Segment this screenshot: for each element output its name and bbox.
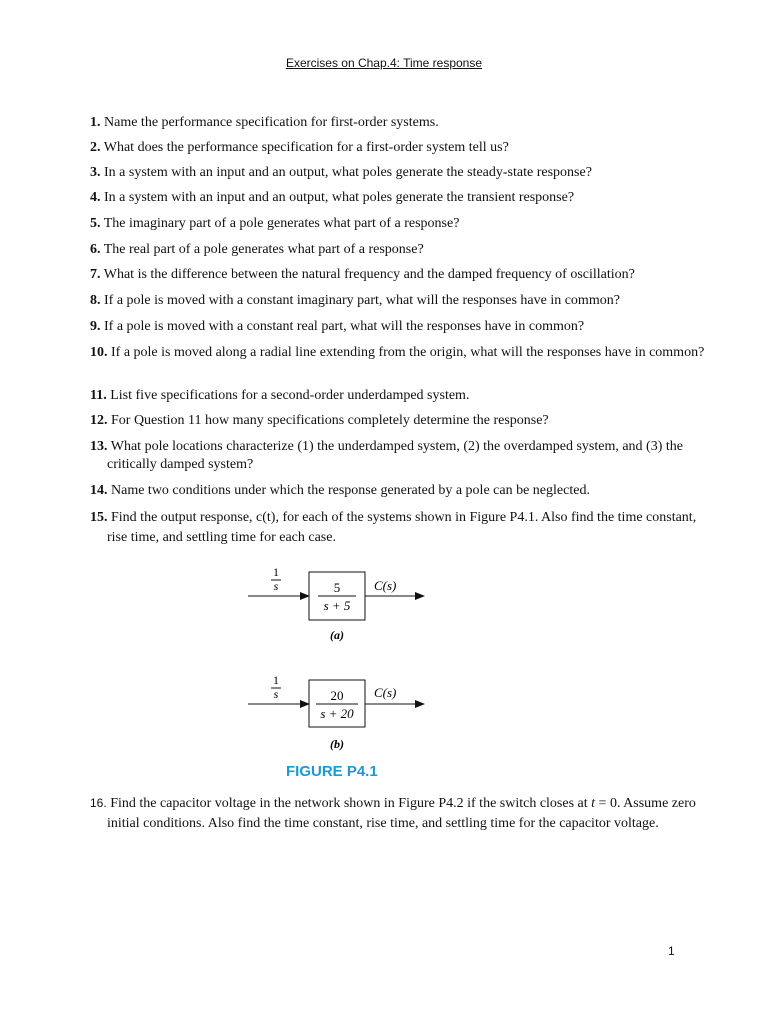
question-text: Name two conditions under which the response generated by a pole can be neglected. (111, 483, 590, 498)
question-number: 9. (90, 319, 101, 334)
question-number: 2. (90, 140, 101, 155)
question-text: If a pole is moved with a constant imaginary part, what will the responses have in common? (104, 293, 620, 308)
block-diagram-b (248, 673, 424, 751)
output-label-a: C(s) (374, 578, 397, 593)
question-text: The real part of a pole generates what part of a response? (103, 242, 424, 257)
input-numerator-a: 1 (273, 565, 279, 579)
time-variable: t (591, 796, 596, 811)
question-11 (90, 387, 707, 405)
question-number: 3. (90, 165, 101, 180)
question-number: 13. (90, 439, 108, 454)
figure-caption: FIGURE P4.1 (286, 763, 378, 780)
tf-denominator-b: s + 20 (320, 706, 354, 721)
question-10 (90, 344, 707, 362)
tf-numerator-b: 20 (330, 688, 344, 703)
question-9 (90, 318, 707, 336)
question-4 (90, 189, 707, 207)
question-number: 14. (90, 483, 108, 498)
question-text: If a pole is moved along a radial line extending from the origin, what will the responses have in common? (111, 345, 705, 360)
question-16 (90, 793, 707, 834)
question-text: In a system with an input and an output, what poles generate the transient response? (104, 190, 575, 205)
question-text: What does the performance specification for a first-order system tell us? (103, 140, 509, 155)
transfer-block-a (309, 572, 365, 620)
question-15 (90, 508, 707, 548)
question-number: 15. (90, 510, 108, 525)
question-number: 4. (90, 190, 101, 205)
question-text: Find the output response, c(t), for each of the systems shown in Figure P4.1. Also find the time constant, rise time, and settling time for each case. (107, 510, 697, 545)
question-text: List five specifications for a second-order underdamped system. (110, 388, 470, 403)
question-3 (90, 164, 707, 182)
transfer-block-b (309, 680, 365, 727)
question-1 (90, 114, 707, 132)
question-number: 10. (90, 345, 108, 360)
subfigure-label-b: (b) (330, 737, 344, 751)
page-title: Exercises on Chap.4: Time response (285, 56, 483, 70)
input-denominator-a: s (273, 579, 279, 593)
question-text: For Question 11 how many specifications completely determine the response? (111, 413, 549, 428)
question-number: 1. (90, 115, 101, 130)
question-number: 12. (90, 413, 108, 428)
question-2 (90, 139, 707, 157)
tf-numerator-a: 5 (333, 580, 341, 595)
question-12 (90, 412, 707, 430)
question-number: 11. (90, 388, 107, 403)
question-7 (90, 266, 707, 284)
output-label-b: C(s) (374, 685, 397, 700)
question-text: The imaginary part of a pole generates what part of a response? (103, 216, 460, 231)
block-diagram-a (248, 565, 424, 642)
input-denominator-b: s (273, 687, 279, 701)
question-5 (90, 215, 707, 233)
question-text: If a pole is moved with a constant real part, what will the responses have in common? (104, 319, 585, 334)
question-6 (90, 241, 707, 259)
page-number: 1 (668, 944, 675, 958)
question-number: 6. (90, 242, 101, 257)
question-text-part: Find the capacitor voltage in the network shown in Figure P4.2 if the switch closes at (110, 796, 592, 811)
input-numerator-b: 1 (273, 673, 279, 687)
tf-denominator-a: s + 5 (323, 598, 351, 613)
question-8 (90, 292, 707, 310)
question-text: In a system with an input and an output, what poles generate the steady-state response? (104, 165, 592, 180)
question-number: 5. (90, 216, 101, 231)
question-number: 8. (90, 293, 101, 308)
question-text-part: = 0. Assume zero initial conditions. Also find the time constant, rise time, and settling time for the capacitor voltage. (107, 796, 696, 831)
subfigure-label-a: (a) (330, 628, 344, 642)
question-text: What pole locations characterize (1) the underdamped system, (2) the overdamped system, and (3) the critically damped system? (107, 439, 683, 472)
question-number: 7. (90, 267, 101, 282)
question-14 (90, 482, 707, 500)
question-13 (90, 438, 707, 474)
question-number: 16. (90, 796, 107, 810)
question-text: What is the difference between the natural frequency and the damped frequency of oscillation? (103, 267, 635, 282)
question-text: Name the performance specification for first-order systems. (104, 115, 439, 130)
